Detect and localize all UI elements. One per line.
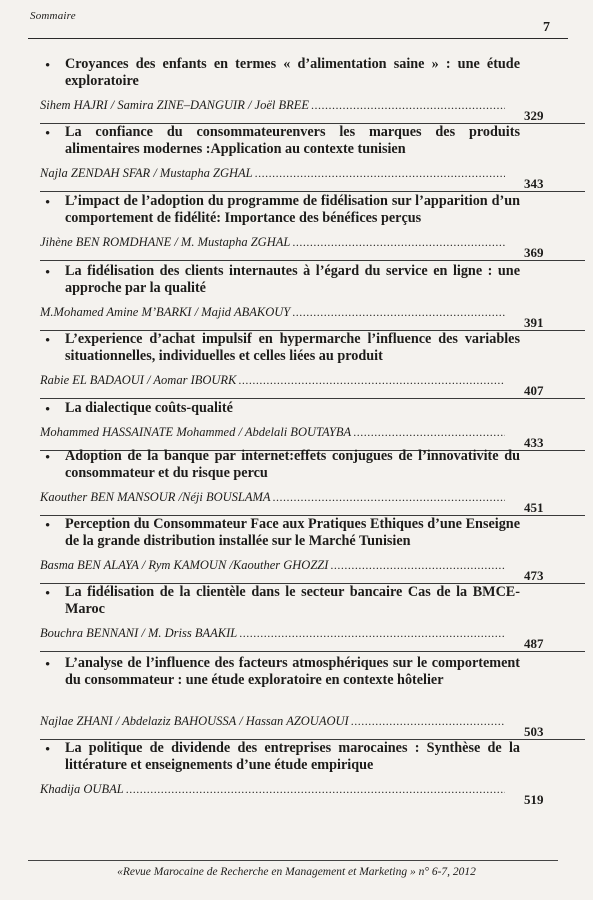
entry-authors-line [40, 626, 505, 641]
entry-authors: Khadija OUBAL [40, 782, 124, 796]
leader-dots [292, 235, 505, 250]
entry-authors: Najla ZENDAH SFAR / Mustapha ZGHAL [40, 166, 253, 180]
entry-authors: Kaouther BEN MANSOUR /Néji BOUSLAMA [40, 490, 271, 504]
entry-title: L’experience d’achat impulsif en hypermarche l’influence des variables situationnelles, individuelles et celles liées au produit [65, 331, 520, 364]
journal-footer: «Revue Marocaine de Recherche en Management et Marketing » n° 6-7, 2012 [117, 866, 476, 878]
entry-authors-line [40, 558, 505, 573]
entry-authors: Najlae ZHANI / Abdelaziz BAHOUSSA / Hassan AZOUAOUI [40, 714, 349, 728]
bullet-icon: • [45, 333, 51, 349]
entry-page-number: 329 [524, 108, 544, 123]
bullet-icon: • [45, 742, 51, 758]
entry-authors-line [40, 490, 505, 505]
entry-separator [40, 191, 585, 192]
running-header-section: Sommaire [30, 10, 76, 22]
entry-authors: Jihène BEN ROMDHANE / M. Mustapha ZGHAL [40, 235, 291, 249]
bullet-icon: • [45, 402, 51, 418]
entry-page-number: 473 [524, 568, 544, 583]
entry-authors: Mohammed HASSAINATE Mohammed / Abdelali BOUTAYBA [40, 425, 352, 439]
toc-entry [30, 124, 550, 191]
entry-title: Adoption de la banque par internet:effets conjugues de l’innovativite du consommateur et du risque percu [65, 448, 520, 481]
entry-authors: Bouchra BENNANI / M. Driss BAAKIL [40, 626, 238, 640]
bullet-icon: • [45, 657, 51, 673]
entry-page-number: 369 [524, 245, 544, 260]
entry-title: L’analyse de l’influence des facteurs atmosphériques sur le comportement du consommateur : une étude exploratoire en contexte hôtelier [65, 655, 520, 688]
toc-entry [30, 448, 550, 515]
entry-page-number: 451 [524, 500, 544, 515]
entry-page-number: 503 [524, 724, 544, 739]
entry-title: La fidélisation des clients internautes à l’égard du service en ligne : une approche par la qualité [65, 263, 520, 296]
entry-authors-line [40, 782, 505, 797]
page-number: 7 [543, 20, 550, 35]
entry-title: Perception du Consommateur Face aux Pratiques Ethiques d’une Enseigne de la grande distribution installée sur le Marché Tunisien [65, 516, 520, 549]
entry-authors: Rabie EL BADAOUI / Aomar IBOURK [40, 373, 237, 387]
entry-title: La politique de dividende des entreprises marocaines : Synthèse de la littérature et enseignements d’une étude empirique [65, 740, 520, 773]
toc-entry [30, 331, 550, 398]
entry-authors-line [40, 305, 505, 320]
bullet-icon: • [45, 58, 51, 74]
leader-dots [239, 626, 505, 641]
bullet-icon: • [45, 265, 51, 281]
leader-dots [353, 425, 505, 440]
header-rule [28, 38, 568, 39]
leader-dots [126, 782, 505, 797]
toc-entry [30, 516, 550, 583]
entry-authors: Basma BEN ALAYA / Rym KAMOUN /Kaouther GHOZZI [40, 558, 329, 572]
entry-authors-line [40, 98, 505, 113]
entry-authors-line [40, 373, 505, 388]
entry-page-number: 407 [524, 383, 544, 398]
leader-dots [292, 305, 505, 320]
entry-page-number: 519 [524, 792, 544, 807]
entry-title: L’impact de l’adoption du programme de fidélisation sur l’apparition d’un comportement de fidélité: Importance des bénéfices perçus [65, 193, 520, 226]
bullet-icon: • [45, 518, 51, 534]
entry-authors: M.Mohamed Amine M’BARKI / Majid ABAKOUY [40, 305, 291, 319]
leader-dots [351, 714, 505, 729]
footer-rule [28, 860, 558, 861]
toc-entry [30, 740, 550, 807]
toc-entry [30, 655, 550, 739]
entry-page-number: 391 [524, 315, 544, 330]
entry-separator [40, 651, 585, 652]
entry-page-number: 343 [524, 176, 544, 191]
entry-separator [40, 398, 585, 399]
entry-page-number: 433 [524, 435, 544, 450]
bullet-icon: • [45, 586, 51, 602]
toc-entry [30, 584, 550, 651]
entry-title: La dialectique coûts-qualité [65, 400, 233, 416]
leader-dots [238, 373, 505, 388]
entry-title: Croyances des enfants en termes « d’alimentation saine » : une étude exploratoire [65, 56, 520, 89]
toc-entry [30, 400, 550, 450]
toc-entry [30, 263, 550, 330]
entry-authors-line [40, 425, 505, 440]
leader-dots [255, 166, 505, 181]
bullet-icon: • [45, 195, 51, 211]
bullet-icon: • [45, 126, 51, 142]
entry-separator [40, 260, 585, 261]
leader-dots [330, 558, 505, 573]
entry-title: La fidélisation de la clientèle dans le secteur bancaire Cas de la BMCE- Maroc [65, 584, 520, 617]
bullet-icon: • [45, 450, 51, 466]
leader-dots [273, 490, 505, 505]
leader-dots [311, 98, 505, 113]
toc-entry [30, 193, 550, 260]
entry-authors: Sihem HAJRI / Samira ZINE–DANGUIR / Joël BREE [40, 98, 310, 112]
entry-authors-line [40, 166, 505, 181]
entry-title: La confiance du consommateurenvers les marques des produits alimentaires modernes :Application au contexte tunisien [65, 124, 520, 157]
entry-page-number: 487 [524, 636, 544, 651]
entry-authors-line [40, 235, 505, 250]
toc-entry [30, 56, 550, 123]
entry-authors-line [40, 714, 505, 729]
